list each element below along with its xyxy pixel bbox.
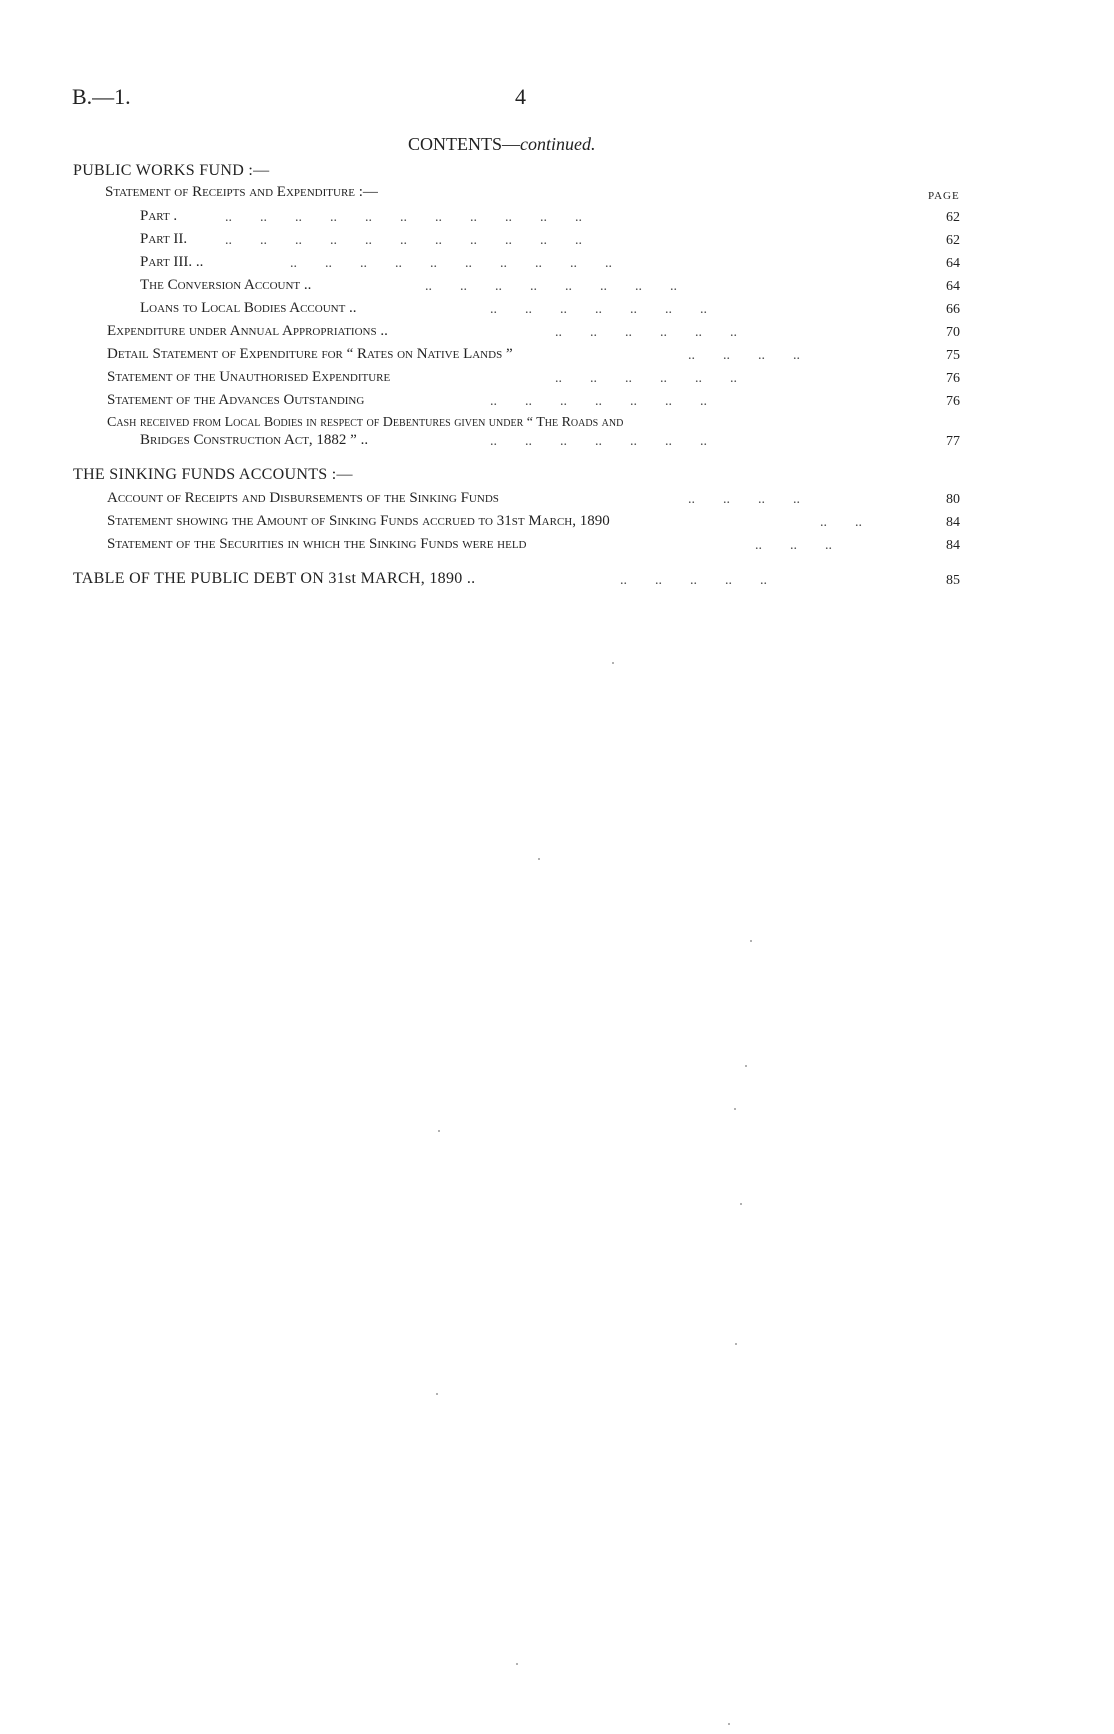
leader-dots: .. .. .. .. .. .. ..: [490, 302, 707, 317]
scan-speck: [538, 858, 540, 860]
toc-label: Part .: [140, 208, 178, 224]
toc-label: Expenditure under Annual Appropriations ..: [107, 323, 388, 339]
toc-page: 77: [946, 434, 960, 449]
leader-dots: .. .. .. .. .. ..: [555, 325, 737, 340]
toc-label: Statement of the Unauthorised Expenditure: [107, 369, 391, 385]
scan-speck: [438, 1130, 440, 1132]
toc-page: 84: [946, 515, 960, 530]
leader-dots: .. .. .. ..: [688, 492, 800, 507]
scan-speck: [740, 1203, 742, 1205]
toc-page: 84: [946, 538, 960, 553]
scan-speck: [728, 1723, 730, 1725]
toc-label: Statement of the Securities in which the Sinking Funds were held: [107, 536, 527, 552]
contents-title: [408, 134, 595, 155]
scan-speck: [734, 1108, 736, 1110]
leader-dots: .. .. .. ..: [688, 348, 800, 363]
scan-speck: [612, 662, 614, 664]
toc-label: Statement of the Advances Outstanding: [107, 392, 365, 408]
toc-page: 80: [946, 492, 960, 507]
toc-page: 85: [946, 573, 960, 588]
leader-dots: .. .. .. .. .. .. .. .. .. .. ..: [225, 233, 582, 248]
section-sinking-funds-title: THE SINKING FUNDS ACCOUNTS :—: [73, 466, 353, 483]
toc-page: 64: [946, 279, 960, 294]
leader-dots: .. .. ..: [755, 538, 832, 553]
toc-page: 62: [946, 233, 960, 248]
toc-page: 62: [946, 210, 960, 225]
toc-page: 70: [946, 325, 960, 340]
statement-receipts-title: Statement of Receipts and Expenditure :—: [105, 184, 378, 200]
document-code: B.—1.: [72, 84, 131, 109]
toc-page: 66: [946, 302, 960, 317]
leader-dots: .. ..: [820, 515, 862, 530]
toc-page: 64: [946, 256, 960, 271]
toc-label: The Conversion Account ..: [140, 277, 312, 293]
section-public-debt-title: TABLE OF THE PUBLIC DEBT ON 31st MARCH, 1890 ..: [73, 570, 476, 587]
leader-dots: .. .. .. .. .. .. .. .. .. ..: [290, 256, 612, 271]
toc-page: 75: [946, 348, 960, 363]
page-number: 4: [515, 84, 526, 109]
toc-label-line-1: Cash received from Local Bodies in respect of Debentures given under “ The Roads and: [107, 415, 624, 430]
toc-label: Part II.: [140, 231, 188, 247]
contents-title-continued: continued.: [520, 134, 596, 154]
toc-label-line-2: Bridges Construction Act, 1882 ” ..: [140, 432, 369, 448]
leader-dots: .. .. .. .. .. ..: [555, 371, 737, 386]
contents-title-main: CONTENTS—: [408, 134, 520, 154]
scan-speck: [516, 1663, 518, 1665]
toc-page: 76: [946, 371, 960, 386]
leader-dots: .. .. .. .. .. .. .. ..: [425, 279, 677, 294]
toc-label: Part III. ..: [140, 254, 204, 270]
leader-dots: .. .. .. .. .. .. ..: [490, 394, 707, 409]
toc-label: Loans to Local Bodies Account ..: [140, 300, 357, 316]
toc-page: 76: [946, 394, 960, 409]
toc-label: Detail Statement of Expenditure for “ Rates on Native Lands ”: [107, 346, 513, 362]
toc-label: Account of Receipts and Disbursements of the Sinking Funds: [107, 490, 499, 506]
scan-speck: [750, 940, 752, 942]
scan-speck: [745, 1065, 747, 1067]
leader-dots: .. .. .. .. .. .. ..: [490, 434, 707, 449]
leader-dots: .. .. .. .. ..: [620, 573, 767, 588]
leader-dots: .. .. .. .. .. .. .. .. .. .. ..: [225, 210, 582, 225]
scan-speck: [735, 1343, 737, 1345]
section-public-works-title: PUBLIC WORKS FUND :—: [73, 162, 270, 179]
scan-speck: [436, 1393, 438, 1395]
toc-label: Statement showing the Amount of Sinking Funds accrued to 31st March, 1890: [107, 513, 610, 529]
page-column-label: PAGE: [928, 190, 960, 202]
